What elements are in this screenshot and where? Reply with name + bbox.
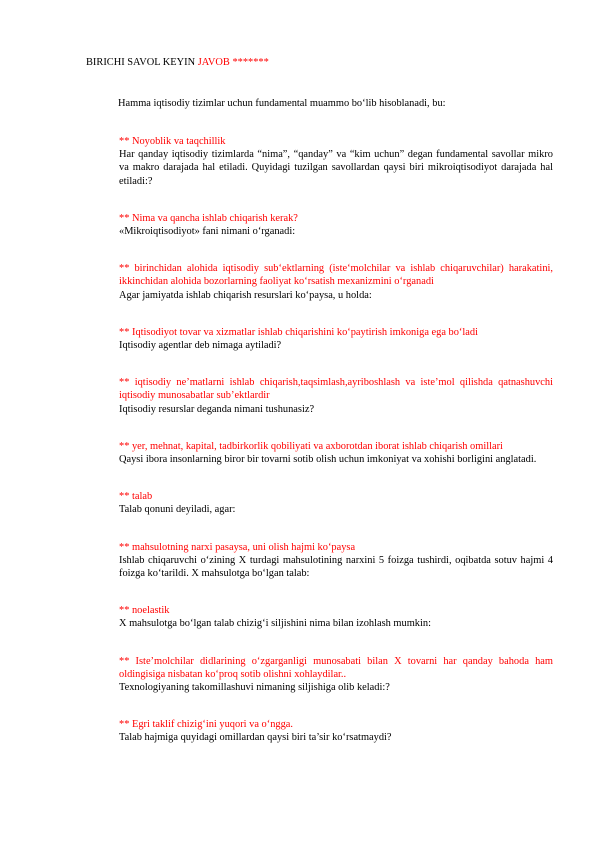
qa-item bbox=[119, 655, 553, 695]
qa-item bbox=[119, 440, 553, 466]
answer-text: ** Nima va qancha ishlab chiqarish kerak? bbox=[119, 212, 298, 224]
question-text: Talab hajmiga quyidagi omillardan qaysi biri ta’sir ko‘rsatmaydi? bbox=[119, 732, 392, 744]
question-text: Iqtisodiy agentlar deb nimaga aytiladi? bbox=[119, 340, 282, 352]
question-text: Ishlab chiqaruvchi o‘zining X turdagi mahsulotining narxini 5 foizga tushirdi, oqibatda sotuv hajmi 4 foizga ko‘tarildi. X mahsulotga bo‘lgan talab: bbox=[119, 554, 553, 580]
question-text: Texnologiyaning takomillashuvi nimaning siljishiga olib keladi:? bbox=[119, 682, 390, 694]
qa-item bbox=[119, 326, 553, 352]
page-title-prefix: BIRICHI SAVOL KEYIN bbox=[86, 57, 198, 68]
answer-text: ** iqtisodiy ne’matlarni ishlab chiqarish,taqsimlash,ayriboshlash va iste’mol qilishda qatnashuvchi iqtisodiy munosabatlar sub’ektlardir bbox=[119, 377, 553, 402]
answer-text: ** yer, mehnat, kapital, tadbirkorlik qobiliyati va axborotdan iborat ishlab chiqarish omillari bbox=[119, 440, 503, 452]
answer-text: ** Iqtisodiyot tovar va xizmatlar ishlab chiqarishini ko‘paytirish imkoniga ega bo‘ladi bbox=[119, 326, 478, 338]
question-text: Har qanday iqtisodiy tizimlarda “nima”, “qanday” va “kim uchun” degan fundamental savollar mikro va makro darajada hal etiladi. Quyidagi tuzilgan savollardan qaysi biri mikroiqtisodiyot darajada hal etiladi:? bbox=[119, 149, 553, 187]
answer-text: ** noelastik bbox=[119, 605, 170, 617]
qa-list bbox=[119, 135, 553, 769]
qa-item bbox=[119, 718, 553, 744]
page-title-highlight: JAVOB ******* bbox=[197, 57, 269, 68]
qa-item bbox=[119, 376, 553, 416]
qa-item bbox=[119, 541, 553, 581]
answer-text: ** Iste’molchilar didlarining o‘zgarganligi munosabati bilan X tovarni har qanday bahoda ham oldingisiga nisbatan ko‘proq sotib olishni xohlaydilar.. bbox=[119, 655, 553, 680]
answer-text: ** birinchidan alohida iqtisodiy sub‘ektlarning (iste‘molchilar va ishlab chiqaruvchilar) harakatini, ikkinchidan alohida bozorlarning faoliyat ko‘rsatish mexanizmini o‘rganadi bbox=[119, 263, 553, 288]
question-text: Iqtisodiy resurslar deganda nimani tushunasiz? bbox=[119, 403, 315, 415]
intro-question: Hamma iqtisodiy tizimlar uchun fundamental muammo bo‘lib hisoblanadi, bu: bbox=[118, 98, 446, 109]
page-title bbox=[86, 56, 269, 69]
question-text: Agar jamiyatda ishlab chiqarish resurslari ko‘paysa, u holda: bbox=[119, 289, 372, 301]
question-text: Talab qonuni deyiladi, agar: bbox=[119, 504, 236, 516]
answer-text: ** Egri taklif chizig‘ini yuqori va o‘ngga. bbox=[119, 719, 293, 731]
qa-item bbox=[119, 212, 553, 238]
qa-item bbox=[119, 604, 553, 630]
qa-item bbox=[119, 490, 553, 516]
answer-text: ** Noyoblik va taqchillik bbox=[119, 136, 226, 147]
answer-text: ** talab bbox=[119, 491, 153, 503]
question-text: Qaysi ibora insonlarning biror bir tovarni sotib olish uchun imkoniyat va xohishi borligini anglatadi. bbox=[119, 454, 537, 466]
question-text: X mahsulotga bo‘lgan talab chizig‘i siljishini nima bilan izohlash mumkin: bbox=[119, 618, 431, 630]
question-text: «Mikroiqtisodiyot» fani nimani o‘rganadi: bbox=[119, 226, 296, 238]
qa-item bbox=[119, 135, 553, 188]
answer-text: ** mahsulotning narxi pasaysa, uni olish hajmi ko‘paysa bbox=[119, 541, 356, 553]
qa-item bbox=[119, 262, 553, 302]
